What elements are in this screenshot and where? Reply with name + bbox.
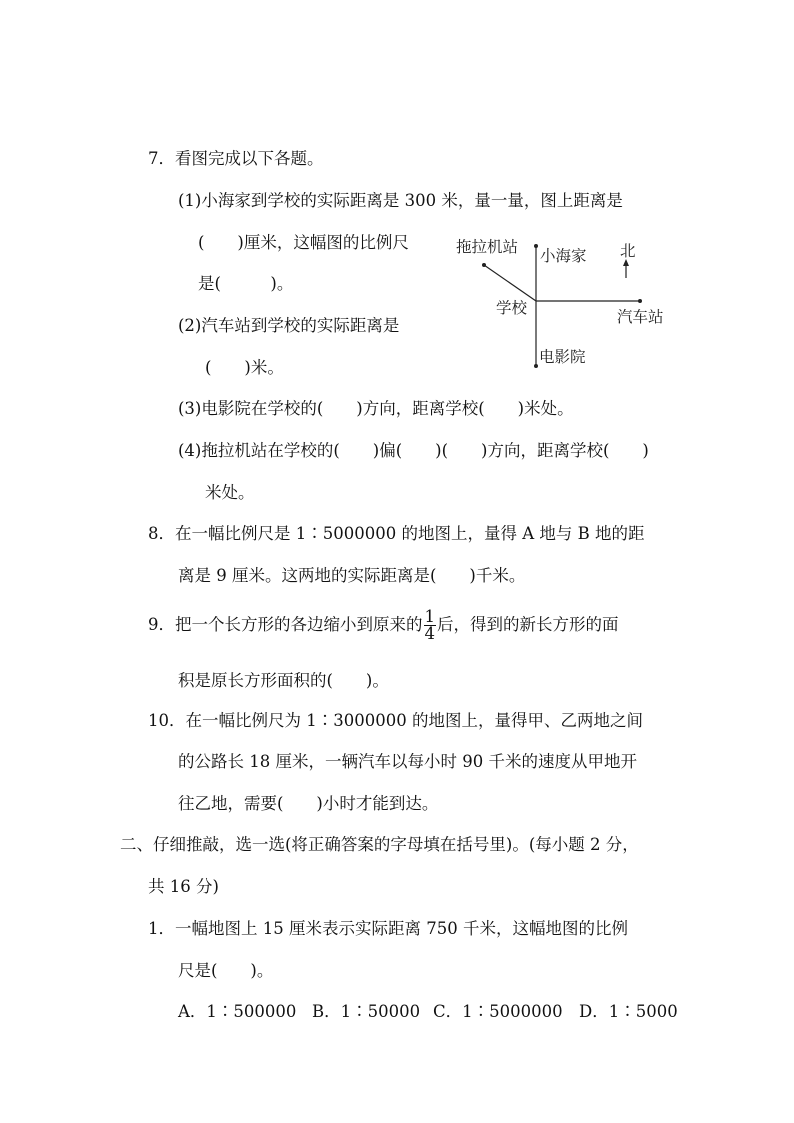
- label-cinema: 电影院: [539, 348, 586, 366]
- label-north: 北: [620, 242, 636, 260]
- q7-part2-line2: ( )米。: [205, 358, 284, 377]
- q9-line2: 积是原长方形面积的( )。: [178, 671, 389, 690]
- q7-part3: (3)电影院在学校的( )方向，距离学校( )米处。: [178, 399, 574, 418]
- road-to-tractor-station: [484, 265, 536, 301]
- s2q1-option-b: B．1∶50000: [312, 1002, 421, 1021]
- q10-line2: 的公路长 18 厘米，一辆汽车以每小时 90 千米的速度从甲地开: [178, 752, 637, 771]
- tractor-dot: [482, 263, 486, 267]
- label-school: 学校: [496, 299, 528, 317]
- s2q1-option-d: D．1∶5000: [579, 1002, 678, 1021]
- q7-part1-line1: (1)小海家到学校的实际距离是 300 米，量一量，图上距离是: [178, 191, 623, 210]
- section2-heading-line1: 二、仔细推敲，选一选(将正确答案的字母填在括号里)。(每小题 2 分，: [120, 835, 639, 854]
- home-dot: [534, 244, 538, 248]
- label-home: 小海家: [540, 247, 587, 265]
- q7-part1-line2: ( )厘米，这幅图的比例尺: [198, 233, 409, 252]
- q9-text-before: 9．把一个长方形的各边缩小到原来的: [148, 615, 423, 634]
- q7-part1-line3: 是( )。: [198, 274, 294, 293]
- q7-title: 7．看图完成以下各题。: [148, 149, 324, 168]
- q7-part4-line2: 米处。: [205, 483, 255, 502]
- q10-line1: 10．在一幅比例尺为 1∶3000000 的地图上，量得甲、乙两地之间: [148, 711, 643, 730]
- s2q1-line1: 1．一幅地图上 15 厘米表示实际距离 750 千米，这幅地图的比例: [148, 919, 628, 938]
- s2q1-option-a: A．1∶500000: [178, 1002, 297, 1021]
- q7-part4-line1: (4)拖拉机站在学校的( )偏( )( )方向，距离学校( ): [178, 441, 649, 460]
- fraction-numerator: 1: [424, 607, 435, 626]
- q7-part2-line1: (2)汽车站到学校的实际距离是: [178, 316, 400, 335]
- label-tractor-station: 拖拉机站: [456, 238, 519, 256]
- fraction-denominator: 4: [424, 624, 435, 643]
- label-bus-station: 汽车站: [617, 308, 664, 326]
- q9-text-after: 后，得到的新长方形的面: [437, 615, 619, 634]
- cinema-dot: [534, 364, 538, 368]
- s2q1-option-c: C．1∶5000000: [433, 1002, 563, 1021]
- s2q1-line2: 尺是( )。: [178, 961, 274, 980]
- bus-dot: [638, 299, 642, 303]
- north-arrowhead-icon: [623, 259, 629, 266]
- section2-heading-line2: 共 16 分): [148, 877, 219, 896]
- q10-line3: 往乙地，需要( )小时才能到达。: [178, 794, 439, 813]
- q9-line1: [148, 605, 619, 645]
- q8-line1: 8．在一幅比例尺是 1∶5000000 的地图上，量得 A 地与 B 地的距: [148, 524, 645, 543]
- q8-line2: 离是 9 厘米。这两地的实际距离是( )千米。: [178, 566, 526, 585]
- direction-map: [450, 232, 700, 372]
- fraction-one-quarter: [424, 609, 437, 642]
